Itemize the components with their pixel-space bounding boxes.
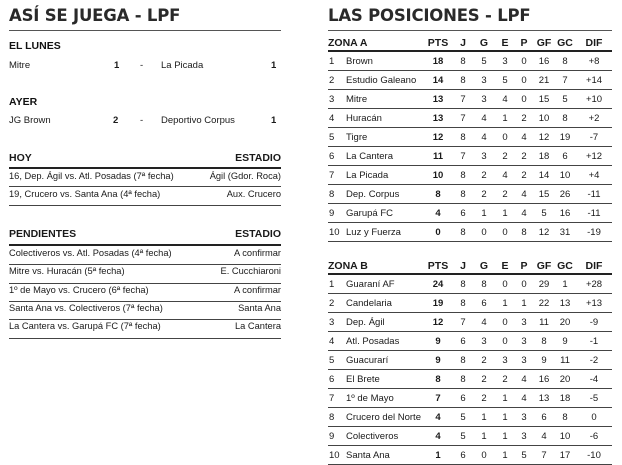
- venue: La Cantera: [235, 321, 281, 331]
- cell-p: 8: [521, 227, 527, 238]
- cell-gc: 18: [559, 393, 571, 404]
- cell-g: 2: [481, 170, 487, 181]
- cell-dif: -11: [587, 189, 601, 200]
- cell-j: 7: [460, 151, 466, 162]
- cell-p: 4: [521, 132, 527, 143]
- cell-pts: 14: [432, 75, 444, 86]
- cell-pts: 4: [435, 208, 441, 219]
- cell-p: 2: [521, 151, 527, 162]
- standings-title: LAS POSICIONES - LPF: [328, 6, 531, 25]
- cell-dif: -7: [589, 132, 599, 143]
- cell-team: Mitre: [346, 94, 368, 105]
- cell-j: 8: [460, 132, 466, 143]
- cell-g: 0: [481, 450, 487, 461]
- cell-e: 1: [502, 298, 508, 309]
- cell-gf: 18: [538, 151, 550, 162]
- cell-team: Guacurarí: [346, 355, 389, 366]
- cell-g: 1: [481, 412, 487, 423]
- cell-j: 5: [460, 431, 466, 442]
- cell-pos: 4: [329, 336, 335, 347]
- cell-p: 0: [521, 94, 527, 105]
- standings-row: [328, 314, 612, 332]
- cell-gc: 16: [559, 208, 571, 219]
- cell-team: Candelaria: [346, 298, 392, 309]
- cell-gf: 6: [541, 412, 547, 423]
- cell-p: 0: [521, 56, 527, 67]
- cell-j: 8: [460, 355, 466, 366]
- cell-dif: +14: [585, 75, 603, 86]
- cell-e: 4: [502, 94, 508, 105]
- venue: A confirmar: [233, 285, 281, 295]
- cell-p: 5: [521, 450, 527, 461]
- home-team: JG Brown: [9, 115, 51, 126]
- venue: Aux. Crucero: [226, 189, 281, 199]
- cell-g: 2: [481, 374, 487, 385]
- cell-gf: 10: [538, 113, 550, 124]
- cell-pos: 9: [329, 208, 335, 219]
- cell-pts: 0: [435, 227, 441, 238]
- standings-row: [328, 428, 612, 446]
- cell-gf: 15: [538, 94, 550, 105]
- cell-e: 4: [502, 170, 508, 181]
- cell-p: 2: [521, 170, 527, 181]
- cell-gf: 13: [538, 393, 550, 404]
- cell-dif: +12: [585, 151, 603, 162]
- away-team: La Picada: [161, 60, 204, 71]
- cell-gf: 21: [538, 75, 550, 86]
- venue: Santa Ana: [238, 303, 281, 313]
- cell-e: 2: [502, 189, 508, 200]
- match-text: Colectiveros vs. Atl. Posadas (4ª fecha): [9, 248, 172, 258]
- ayer-match: [9, 115, 281, 129]
- cell-pts: 9: [435, 355, 441, 366]
- col-gf: GF: [536, 260, 552, 272]
- col-j: J: [460, 260, 466, 272]
- cell-gc: 8: [562, 113, 568, 124]
- cell-p: 4: [521, 374, 527, 385]
- title-rule: [328, 30, 612, 31]
- cell-pos: 8: [329, 189, 335, 200]
- cell-team: Atl. Posadas: [346, 336, 400, 347]
- cell-dif: +28: [585, 279, 603, 290]
- cell-team: La Picada: [346, 170, 389, 181]
- cell-g: 4: [481, 317, 487, 328]
- cell-team: La Cantera: [346, 151, 394, 162]
- cell-gf: 12: [538, 227, 550, 238]
- col-dif: DIF: [585, 37, 603, 49]
- cell-g: 5: [481, 56, 487, 67]
- col-e: E: [501, 260, 509, 272]
- zona-b-header: [328, 260, 612, 275]
- cell-team: Guaraní AF: [346, 279, 395, 290]
- home-score: 2: [113, 115, 119, 126]
- cell-p: 3: [521, 355, 527, 366]
- cell-pts: 24: [432, 279, 444, 290]
- col-pts: PTS: [427, 260, 449, 272]
- ayer-heading: AYER: [9, 96, 38, 108]
- cell-gf: 16: [538, 56, 550, 67]
- standings-row: [328, 371, 612, 389]
- cell-gc: 1: [562, 279, 568, 290]
- match-text: 19, Crucero vs. Santa Ana (4ª fecha): [9, 189, 161, 199]
- cell-e: 1: [502, 431, 508, 442]
- cell-gf: 11: [539, 317, 549, 328]
- cell-j: 8: [460, 189, 466, 200]
- cell-p: 0: [521, 75, 527, 86]
- cell-dif: +13: [585, 298, 603, 309]
- cell-e: 3: [502, 355, 508, 366]
- cell-gc: 8: [562, 412, 568, 423]
- cell-e: 1: [502, 450, 508, 461]
- cell-dif: -19: [587, 227, 601, 238]
- cell-team: Brown: [346, 56, 373, 67]
- cell-gc: 7: [562, 75, 568, 86]
- cell-gf: 12: [538, 132, 550, 143]
- cell-dif: +8: [588, 56, 600, 67]
- hoy-row: [9, 170, 281, 187]
- home-score: 1: [114, 60, 120, 71]
- fixture-panel: [9, 0, 281, 331]
- cell-j: 6: [460, 393, 466, 404]
- cell-team: Luz y Fuerza: [346, 227, 401, 238]
- col-p: P: [520, 260, 528, 272]
- cell-gc: 31: [559, 227, 571, 238]
- cell-pos: 5: [329, 355, 335, 366]
- pendientes-venue-heading: ESTADIO: [235, 228, 281, 240]
- hoy-venue-heading: ESTADIO: [235, 152, 281, 164]
- cell-gc: 20: [559, 317, 571, 328]
- standings-row: [328, 186, 612, 204]
- cell-gc: 11: [560, 355, 570, 366]
- match-text: Santa Ana vs. Colectiveros (7ª fecha): [9, 303, 163, 313]
- standings-row: [328, 72, 612, 90]
- cell-pos: 7: [329, 393, 335, 404]
- cell-pos: 2: [329, 298, 335, 309]
- cell-pos: 7: [329, 170, 335, 181]
- cell-team: Dep. Ágil: [346, 317, 385, 328]
- cell-dif: +4: [588, 170, 600, 181]
- title-rule: [9, 30, 281, 31]
- cell-g: 3: [481, 151, 487, 162]
- standings-row: [328, 148, 612, 166]
- venue: E. Cucchiaroni: [220, 266, 281, 276]
- col-p: P: [520, 37, 528, 49]
- cell-gc: 13: [559, 298, 571, 309]
- cell-dif: -11: [587, 208, 601, 219]
- hoy-row: [9, 188, 281, 206]
- cell-pts: 11: [432, 151, 444, 162]
- standings-row: [328, 276, 612, 294]
- cell-dif: 0: [591, 412, 597, 423]
- hoy-heading: HOY: [9, 152, 32, 164]
- cell-dif: -2: [589, 355, 599, 366]
- cell-gf: 4: [541, 431, 547, 442]
- cell-pos: 3: [329, 317, 335, 328]
- cell-g: 3: [481, 94, 487, 105]
- cell-j: 8: [460, 279, 466, 290]
- cell-pos: 1: [329, 56, 335, 67]
- standings-row: [328, 333, 612, 351]
- cell-pts: 19: [432, 298, 444, 309]
- cell-pts: 13: [432, 94, 444, 105]
- cell-gc: 9: [562, 336, 568, 347]
- cell-dif: -9: [589, 317, 599, 328]
- cell-pts: 10: [432, 170, 444, 181]
- cell-dif: -10: [587, 450, 601, 461]
- cell-team: Crucero del Norte: [346, 412, 421, 423]
- cell-e: 1: [502, 208, 508, 219]
- standings-row: [328, 91, 612, 109]
- cell-j: 8: [460, 170, 466, 181]
- cell-team: Colectiveros: [346, 431, 399, 442]
- cell-g: 3: [481, 336, 487, 347]
- cell-gf: 8: [541, 336, 547, 347]
- cell-e: 0: [502, 132, 508, 143]
- cell-gf: 15: [538, 189, 550, 200]
- col-gc: GC: [557, 260, 573, 272]
- cell-team: Garupá FC: [346, 208, 393, 219]
- cell-e: 0: [502, 227, 508, 238]
- standings-row: [328, 129, 612, 147]
- zona-a-heading: ZONA A: [328, 37, 368, 49]
- cell-p: 4: [521, 393, 527, 404]
- cell-gc: 6: [562, 151, 568, 162]
- cell-dif: -1: [589, 336, 599, 347]
- cell-dif: -5: [589, 393, 599, 404]
- cell-p: 3: [521, 431, 527, 442]
- col-gf: GF: [536, 37, 552, 49]
- fixture-title: ASÍ SE JUEGA - LPF: [9, 6, 181, 25]
- cell-e: 0: [502, 336, 508, 347]
- cell-pos: 3: [329, 94, 335, 105]
- cell-p: 3: [521, 412, 527, 423]
- cell-team: El Brete: [346, 374, 380, 385]
- cell-j: 5: [460, 412, 466, 423]
- venue: Ágil (Gdor. Roca): [209, 171, 281, 181]
- cell-gf: 5: [541, 208, 547, 219]
- pendientes-row: [9, 284, 281, 302]
- cell-p: 4: [521, 208, 527, 219]
- cell-e: 1: [502, 393, 508, 404]
- col-j: J: [460, 37, 466, 49]
- cell-team: Huracán: [346, 113, 382, 124]
- col-pts: PTS: [427, 37, 449, 49]
- cell-dif: +2: [588, 113, 600, 124]
- cell-p: 1: [521, 298, 527, 309]
- standings-panel: [328, 0, 612, 461]
- zona-a-header: [328, 37, 612, 52]
- col-g: G: [479, 260, 489, 272]
- col-gc: GC: [557, 37, 573, 49]
- cell-gc: 20: [559, 374, 571, 385]
- cell-gc: 10: [559, 431, 571, 442]
- pendientes-row: [9, 265, 281, 284]
- cell-pts: 9: [435, 336, 441, 347]
- cell-j: 8: [460, 374, 466, 385]
- cell-pts: 8: [435, 189, 441, 200]
- cell-p: 3: [521, 317, 527, 328]
- cell-j: 6: [460, 208, 466, 219]
- cell-j: 8: [460, 56, 466, 67]
- cell-g: 3: [481, 75, 487, 86]
- cell-dif: -4: [589, 374, 599, 385]
- cell-team: Estudio Galeano: [346, 75, 417, 86]
- cell-pts: 18: [432, 56, 444, 67]
- standings-row: [328, 295, 612, 313]
- cell-e: 1: [502, 412, 508, 423]
- match-text: 1º de Mayo vs. Crucero (6ª fecha): [9, 285, 149, 295]
- cell-pts: 4: [435, 412, 441, 423]
- cell-g: 4: [481, 132, 487, 143]
- cell-g: 2: [481, 355, 487, 366]
- cell-gc: 10: [559, 170, 571, 181]
- pendientes-row: [9, 247, 281, 265]
- away-score: 1: [271, 60, 277, 71]
- match-text: 16, Dep. Ágil vs. Atl. Posadas (7ª fecha): [9, 171, 174, 181]
- col-g: G: [479, 37, 489, 49]
- cell-pts: 13: [432, 113, 444, 124]
- pendientes-heading: PENDIENTES: [9, 228, 77, 240]
- cell-e: 0: [502, 317, 508, 328]
- cell-j: 6: [460, 450, 466, 461]
- col-dif: DIF: [585, 260, 603, 272]
- cell-gf: 22: [538, 298, 550, 309]
- pendientes-row: [9, 302, 281, 320]
- cell-g: 1: [481, 208, 487, 219]
- cell-pts: 12: [432, 132, 444, 143]
- cell-gf: 9: [541, 355, 547, 366]
- score-separator: -: [140, 115, 144, 126]
- venue: A confirmar: [233, 248, 281, 258]
- cell-p: 4: [521, 189, 527, 200]
- standings-row: [328, 390, 612, 408]
- cell-e: 3: [502, 56, 508, 67]
- cell-dif: -6: [589, 431, 599, 442]
- cell-gf: 7: [541, 450, 547, 461]
- cell-g: 0: [481, 227, 487, 238]
- cell-j: 8: [460, 227, 466, 238]
- match-text: La Cantera vs. Garupá FC (7ª fecha): [9, 321, 161, 331]
- away-score: 1: [271, 115, 277, 126]
- standings-row: [328, 53, 612, 71]
- cell-j: 7: [460, 113, 466, 124]
- cell-gc: 26: [559, 189, 571, 200]
- cell-pos: 4: [329, 113, 335, 124]
- standings-row: [328, 447, 612, 465]
- cell-pos: 10: [329, 227, 340, 238]
- cell-e: 1: [502, 113, 508, 124]
- cell-pos: 5: [329, 132, 335, 143]
- home-team: Mitre: [9, 60, 31, 71]
- cell-pos: 9: [329, 431, 335, 442]
- cell-pos: 6: [329, 374, 335, 385]
- cell-g: 2: [481, 393, 487, 404]
- cell-pos: 2: [329, 75, 335, 86]
- cell-gc: 19: [559, 132, 571, 143]
- standings-row: [328, 110, 612, 128]
- pendientes-header: [9, 227, 281, 246]
- cell-pts: 8: [435, 374, 441, 385]
- hoy-header: [9, 151, 281, 169]
- cell-j: 7: [460, 317, 466, 328]
- cell-team: Dep. Corpus: [346, 189, 400, 200]
- score-separator: -: [140, 60, 144, 71]
- cell-pts: 7: [435, 393, 441, 404]
- lunes-heading: EL LUNES: [9, 40, 61, 52]
- cell-gf: 29: [538, 279, 550, 290]
- cell-e: 0: [502, 279, 508, 290]
- cell-j: 7: [460, 94, 466, 105]
- cell-pos: 8: [329, 412, 335, 423]
- col-e: E: [501, 37, 509, 49]
- lunes-match: [9, 60, 281, 74]
- cell-j: 6: [460, 336, 466, 347]
- cell-e: 2: [502, 151, 508, 162]
- cell-pos: 10: [329, 450, 340, 461]
- match-text: Mitre vs. Huracán (5ª fecha): [9, 266, 125, 276]
- cell-p: 0: [521, 279, 527, 290]
- cell-team: Tigre: [346, 132, 368, 143]
- standings-row: [328, 224, 612, 242]
- cell-team: Santa Ana: [346, 450, 390, 461]
- cell-g: 4: [481, 113, 487, 124]
- cell-p: 3: [521, 336, 527, 347]
- cell-pos: 1: [329, 279, 335, 290]
- cell-j: 8: [460, 298, 466, 309]
- cell-gf: 16: [538, 374, 550, 385]
- cell-g: 6: [481, 298, 487, 309]
- cell-team: 1º de Mayo: [346, 393, 394, 404]
- cell-e: 2: [502, 374, 508, 385]
- cell-g: 2: [481, 189, 487, 200]
- cell-gc: 5: [562, 94, 568, 105]
- standings-row: [328, 409, 612, 427]
- cell-p: 2: [521, 113, 527, 124]
- standings-row: [328, 205, 612, 223]
- cell-pos: 6: [329, 151, 335, 162]
- cell-gc: 8: [562, 56, 568, 67]
- pendientes-row: [9, 320, 281, 339]
- cell-gf: 14: [538, 170, 550, 181]
- cell-j: 8: [460, 75, 466, 86]
- cell-e: 5: [502, 75, 508, 86]
- away-team: Deportivo Corpus: [161, 115, 235, 126]
- cell-g: 1: [481, 431, 487, 442]
- cell-dif: +10: [585, 94, 603, 105]
- standings-row: [328, 352, 612, 370]
- cell-g: 8: [481, 279, 487, 290]
- cell-pts: 1: [435, 450, 441, 461]
- cell-pts: 12: [432, 317, 444, 328]
- cell-pts: 4: [435, 431, 441, 442]
- zona-b-heading: ZONA B: [328, 260, 368, 272]
- standings-row: [328, 167, 612, 185]
- cell-gc: 17: [559, 450, 571, 461]
